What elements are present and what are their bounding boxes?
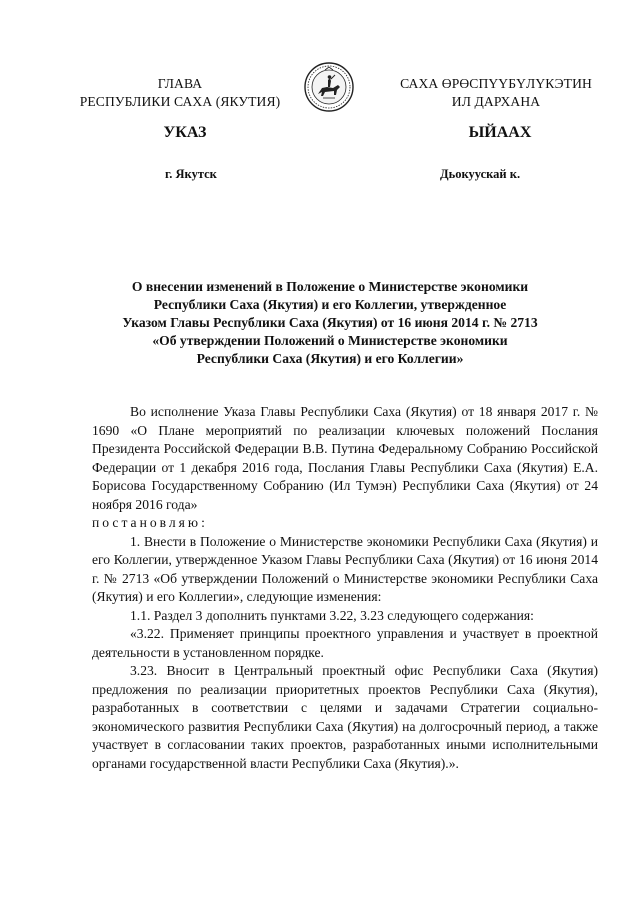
document-subject-title [70,278,590,368]
paragraph-preamble [92,403,598,514]
paragraph-item-3-22: «3.22. Применяет принципы проектного управления и участвует в проектной деятельности в установленном порядке. [92,626,598,660]
header-left-line1: ГЛАВА [157,76,203,91]
doc-title-line: Республики Саха (Якутия) и его Коллегии, утвержденное [153,297,507,312]
doc-title-line: О внесении изменений в Положение о Министерстве экономики [131,279,529,294]
coat-of-arms-emblem-icon [303,58,355,116]
preamble-text: Во исполнение Указа Главы Республики Саха (Якутия) от 18 января 2017 г. № 1690 «О Плане мероприятий по реализации ключевых положений Послания Президента Российской Федерации В.В. Путина Федеральному Собранию Российской Федерации от 1 декабря 2016 года, Послания Главы Республики Саха (Якутия) Е.А. Борисова Государственному Собранию (Ил Тумэн) Республики Саха (Якутия) от 24 ноября 2016 года» [92,404,598,512]
paragraph-item-3-23: 3.23. Вносит в Центральный проектный офис Республики Саха (Якутия) предложения по реализации приоритетных проектов Республики Саха (Якутия), разработанных в соответствии с целями и задачами Стратегии социально-экономического развития Республики Саха (Якутия) на долгосрочный период, а также участвует в согласовании таких проектов, разработанных иными исполнительными органами государственной власти Республики Саха (Якутия).». [92,663,598,771]
decree-word: постановляю: [92,515,208,530]
paragraph-item-1: 1. Внести в Положение о Министерстве экономики Республики Саха (Якутия) и его Коллегии, утвержденное Указом Главы Республики Саха (Якутия) от 16 июня 2014 г. № 2713 «Об утверждении Положений о Министерстве экономики Республики Саха (Якутия) и его Коллегии», следующие изменения: [92,533,598,604]
header-right [378,75,614,111]
doc-title-line: Указом Главы Республики Саха (Якутия) от 16 июня 2014 г. № 2713 [122,315,538,330]
city-ru: г. Якутск [165,167,217,181]
header-right-line1: САХА ӨРӨСПҮҮБҮЛҮКЭТИН [400,76,592,91]
decree-title-sah: ЫЙААХ [468,124,532,141]
paragraph-item-1-1: 1.1. Раздел 3 дополнить пунктами 3.22, 3.23 следующего содержания: [130,607,534,623]
city-sah: Дьокуускай к. [440,167,521,181]
header-right-line2: ИЛ ДАРХАНА [451,94,541,109]
header-left [70,75,290,111]
document-body [92,403,598,773]
header-left-line2: РЕСПУБЛИКИ САХА (ЯКУТИЯ) [79,94,281,109]
doc-title-line: Республики Саха (Якутия) и его Коллегии» [196,351,464,366]
paragraph-decree-word [92,514,598,533]
decree-title-ru: УКАЗ [163,124,207,141]
doc-title-line: «Об утверждении Положений о Министерстве экономики [152,333,508,348]
